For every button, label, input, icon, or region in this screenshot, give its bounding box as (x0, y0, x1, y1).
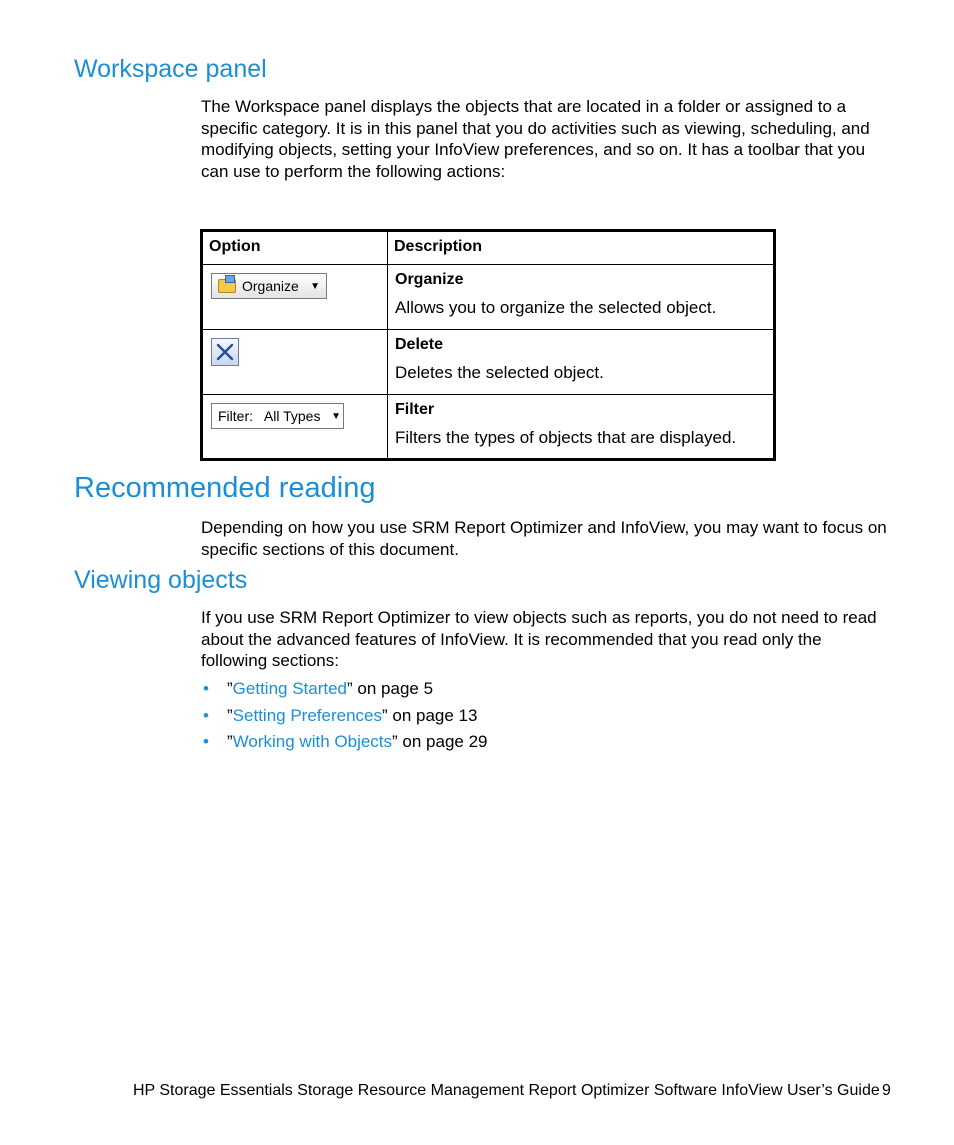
list-item (201, 679, 488, 706)
description-cell (388, 265, 775, 330)
bullet-icon: • (203, 732, 209, 751)
option-column-header: Option (202, 231, 388, 265)
delete-button[interactable] (211, 338, 239, 366)
folder-icon (218, 279, 236, 293)
working-with-objects-link[interactable]: Working with Objects (232, 732, 393, 751)
quote-open: ” (227, 679, 233, 698)
setting-preferences-link[interactable]: Setting Preferences (232, 705, 382, 725)
table-row-filter (202, 395, 775, 460)
option-cell (202, 330, 388, 395)
description-cell (388, 395, 775, 460)
option-description: Allows you to organize the selected object. (395, 298, 717, 317)
list-item (201, 732, 488, 759)
recommended-reading-text: Depending on how you use SRM Report Optimizer and InfoView, you may want to focus on specific sections of this document. (201, 518, 887, 559)
page-reference: ” on page 13 (381, 705, 478, 725)
bullet-icon: • (203, 679, 209, 698)
list-item (201, 706, 488, 733)
option-cell (202, 265, 388, 330)
table-header-row (202, 231, 775, 265)
option-title: Organize (395, 271, 464, 288)
option-description: Deletes the selected object. (395, 363, 604, 382)
description-cell (388, 330, 775, 395)
option-title: Delete (395, 336, 444, 353)
page-number: 9 (882, 1082, 891, 1099)
filter-select[interactable] (211, 403, 344, 429)
workspace-panel-description: The Workspace panel displays the objects that are located in a folder or assigned to a specific category. It is in this panel that you do activities such as viewing, scheduling, and modifying objects, setting your InfoView preferences, and so on. It has a toolbar that you can use to perform the following actions: (201, 97, 870, 181)
filter-select-label: Filter: All Types (218, 408, 321, 424)
chevron-down-icon: ▼ (331, 410, 341, 422)
option-cell (202, 395, 388, 460)
viewing-objects-heading: Viewing objects (74, 566, 248, 594)
viewing-objects-text: If you use SRM Report Optimizer to view objects such as reports, you do not need to read about the advanced features of InfoView. It is recommended that you read only the following sections: (201, 608, 877, 670)
chevron-down-icon: ▼ (310, 280, 320, 292)
getting-started-link[interactable]: Getting Started (232, 679, 348, 698)
section-references-list (201, 679, 488, 759)
option-description: Filters the types of objects that are displayed. (395, 428, 737, 447)
guide-title: HP Storage Essentials Storage Resource Management Report Optimizer Software InfoView User’s Guide (133, 1082, 880, 1099)
organize-button[interactable] (211, 273, 327, 299)
quote-open: ” (227, 705, 233, 725)
bullet-icon: • (203, 705, 209, 725)
description-column-header: Description (388, 231, 775, 265)
quote-open: ” (227, 732, 233, 751)
recommended-reading-heading: Recommended reading (74, 472, 376, 504)
delete-x-icon (215, 342, 235, 362)
option-title: Filter (395, 401, 435, 418)
page-reference: ” on page 5 (347, 679, 434, 698)
toolbar-options-table (200, 229, 776, 461)
workspace-panel-heading: Workspace panel (74, 55, 267, 83)
organize-button-label: Organize (242, 278, 299, 294)
table-row-organize (202, 265, 775, 330)
page-reference: ” on page 29 (392, 732, 488, 751)
table-row-delete (202, 330, 775, 395)
